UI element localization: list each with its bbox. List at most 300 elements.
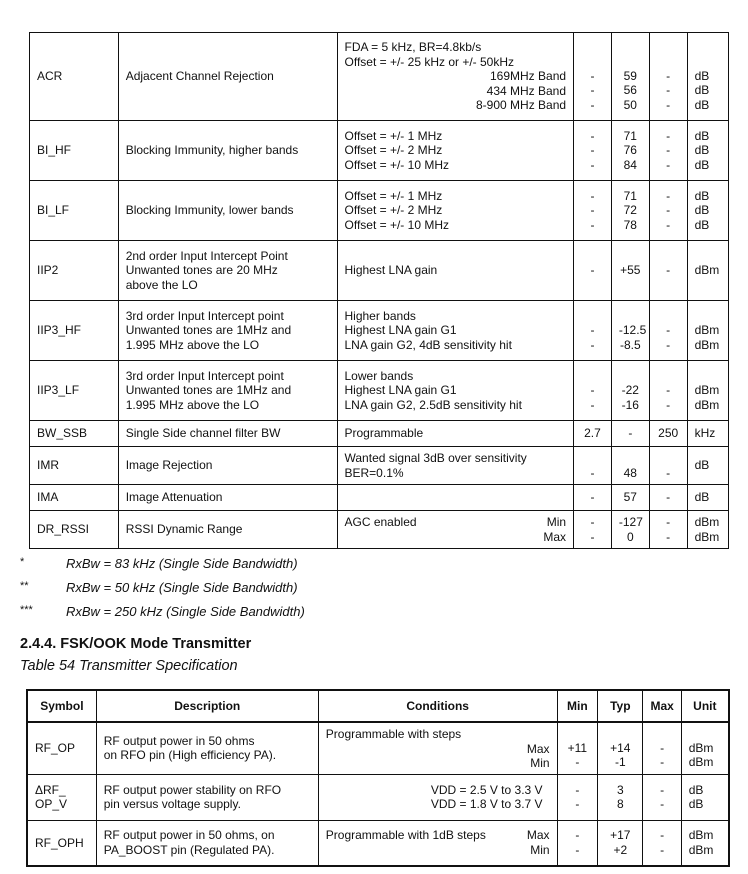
- min-value: [581, 309, 604, 324]
- min-value: [581, 54, 604, 69]
- footnote-mark: ***: [20, 604, 33, 616]
- header-description: Description: [96, 690, 318, 722]
- conditions-cell: [337, 361, 574, 421]
- min-cell: [574, 485, 612, 511]
- unit-value: dBm: [694, 529, 720, 544]
- typ-value: [619, 309, 642, 324]
- unit-value: dB: [694, 68, 710, 83]
- conditions-left: [326, 828, 486, 857]
- symbol-cell: IIP3_LF: [30, 361, 119, 421]
- unit-value: dB: [694, 143, 710, 158]
- header-max: Max: [643, 690, 681, 722]
- typ-value: 57: [623, 490, 637, 505]
- min-value: -: [590, 397, 595, 412]
- condition-line: Offset = +/- 25 kHz or +/- 50kHz: [344, 54, 515, 69]
- max-cell: [649, 511, 687, 549]
- description-cell: [96, 774, 318, 820]
- conditions-right: [527, 828, 550, 857]
- conditions-cell: [337, 485, 574, 511]
- unit-value: dB: [688, 782, 704, 797]
- max-value: [657, 54, 680, 69]
- typ-cell: [598, 820, 643, 866]
- max-value: -: [666, 337, 671, 352]
- max-value: -: [666, 68, 671, 83]
- min-cell: [574, 121, 612, 181]
- min-value: -: [590, 128, 595, 143]
- symbol-line: RF_OPH: [35, 835, 84, 850]
- condition-line: Offset = +/- 2 MHz: [344, 143, 443, 158]
- description-line: 2nd order Input Intercept Point: [125, 248, 288, 263]
- condition-line: Offset = +/- 2 MHz: [344, 203, 443, 218]
- description-cell: [118, 447, 337, 485]
- typ-value: 71: [623, 128, 637, 143]
- unit-value: dBm: [694, 383, 720, 398]
- unit-cell: [681, 722, 729, 774]
- min-cell: [574, 447, 612, 485]
- min-value: -: [590, 337, 595, 352]
- unit-value: dB: [694, 188, 710, 203]
- max-cell: [649, 421, 687, 447]
- unit-value: dB: [694, 458, 710, 473]
- symbol-cell: ACR: [30, 33, 119, 121]
- condition-line: Highest LNA gain G1: [344, 383, 457, 398]
- typ-cell: [611, 511, 649, 549]
- unit-value: dB: [694, 490, 710, 505]
- footnote: [20, 604, 305, 628]
- conditions-cell: [318, 820, 557, 866]
- description-cell: [96, 820, 318, 866]
- conditions-left: [345, 515, 417, 544]
- footnotes: [20, 556, 305, 628]
- unit-value: dBm: [694, 397, 720, 412]
- description-line: pin versus voltage supply.: [103, 797, 241, 811]
- max-value: -: [666, 203, 671, 218]
- min-value: -: [590, 143, 595, 158]
- typ-value: 0: [626, 529, 634, 544]
- condition-line: BER=0.1%: [344, 465, 404, 480]
- description-line: above the LO: [125, 277, 198, 292]
- min-value: -: [590, 529, 595, 544]
- max-value: -: [666, 188, 671, 203]
- footnote-text: RxBw = 250 kHz (Single Side Bandwidth): [66, 604, 305, 619]
- symbol-cell: BI_LF: [30, 181, 119, 241]
- transmitter-spec-table: [26, 689, 730, 867]
- typ-value: 78: [623, 217, 637, 232]
- min-cell: [574, 301, 612, 361]
- min-value: +11: [567, 740, 588, 755]
- unit-value: dBm: [694, 323, 720, 338]
- unit-value: dBm: [688, 755, 714, 769]
- description-line: Unwanted tones are 1MHz and: [125, 323, 292, 338]
- condition-line: Lower bands: [344, 368, 414, 383]
- unit-value: dBm: [688, 842, 714, 857]
- max-cell: [649, 33, 687, 121]
- description-line: Image Rejection: [125, 458, 213, 473]
- description-line: 1.995 MHz above the LO: [125, 337, 260, 352]
- conditions-split: [326, 828, 550, 857]
- unit-value: [695, 54, 721, 69]
- condition-line: Wanted signal 3dB over sensitivity: [344, 451, 527, 465]
- typ-cell: [611, 447, 649, 485]
- condition-line: LNA gain G2, 4dB sensitivity hit: [344, 337, 512, 352]
- unit-value: dBm: [688, 828, 714, 843]
- max-value: -: [660, 782, 665, 797]
- unit-value: dBm: [688, 740, 714, 755]
- header-typ: Typ: [598, 690, 643, 722]
- header-conditions: Conditions: [318, 690, 557, 722]
- typ-cell: [611, 121, 649, 181]
- transmitter-table-body: [27, 722, 729, 866]
- description-line: RF output power in 50 ohms, on: [103, 828, 275, 843]
- unit-value: [695, 369, 721, 384]
- description-line: Unwanted tones are 20 MHz: [125, 263, 278, 278]
- min-value: -: [590, 465, 595, 480]
- description-line: 1.995 MHz above the LO: [125, 397, 260, 412]
- description-cell: [96, 722, 318, 774]
- min-cell: [557, 722, 598, 774]
- unit-cell: [681, 774, 729, 820]
- footnote-text: RxBw = 50 kHz (Single Side Bandwidth): [66, 580, 298, 595]
- description-line: Unwanted tones are 1MHz and: [125, 383, 292, 398]
- description-line: Blocking Immunity, lower bands: [125, 203, 294, 218]
- table-header-row: [27, 690, 729, 722]
- condition-line: Programmable with 1dB steps: [325, 828, 486, 843]
- typ-value: -22: [621, 383, 639, 398]
- conditions-right: [543, 515, 566, 544]
- typ-value: -12.5: [618, 323, 647, 338]
- condition-line: LNA gain G2, 2.5dB sensitivity hit: [344, 397, 522, 412]
- typ-cell: [611, 181, 649, 241]
- condition-label: Min: [530, 842, 550, 857]
- min-value: -: [590, 83, 595, 97]
- condition-line: 8-900 MHz Band: [476, 98, 567, 113]
- typ-value: [619, 54, 642, 69]
- min-value: -: [590, 217, 595, 232]
- max-value: -: [666, 83, 671, 97]
- max-value: 250: [658, 426, 679, 441]
- typ-value: [619, 40, 642, 55]
- description-line: RF output power in 50 ohms: [103, 733, 255, 748]
- unit-value: dB: [688, 797, 704, 811]
- condition-line: VDD = 2.5 V to 3.3 V: [430, 782, 543, 797]
- section-title: 2.4.4. FSK/OOK Mode Transmitter: [20, 636, 252, 652]
- min-value: -: [590, 515, 595, 529]
- max-cell: [649, 241, 687, 301]
- condition-label: Max: [526, 828, 550, 843]
- max-cell: [649, 301, 687, 361]
- table-row: [30, 511, 729, 549]
- min-value: -: [575, 755, 580, 769]
- unit-value: [695, 40, 721, 55]
- unit-cell: [687, 511, 728, 549]
- min-cell: [574, 241, 612, 301]
- min-value: -: [575, 828, 580, 843]
- max-value: -: [660, 755, 665, 769]
- description-line: on RFO pin (High efficiency PA).: [103, 748, 277, 763]
- typ-cell: [611, 361, 649, 421]
- unit-cell: [687, 447, 728, 485]
- table-row: [30, 361, 729, 421]
- typ-value: 76: [623, 143, 637, 158]
- min-cell: [557, 774, 598, 820]
- typ-value: -127: [618, 515, 643, 529]
- max-value: -: [660, 842, 665, 857]
- max-value: -: [666, 128, 671, 143]
- conditions-split: [345, 515, 567, 544]
- typ-value: 3: [616, 782, 624, 797]
- condition-line: Highest LNA gain G1: [344, 323, 457, 338]
- conditions-cell: [318, 722, 557, 774]
- max-cell: [649, 121, 687, 181]
- table-row: [27, 722, 729, 774]
- table-row: [30, 121, 729, 181]
- max-value: -: [666, 465, 671, 480]
- description-cell: [118, 485, 337, 511]
- unit-value: dB: [694, 217, 710, 232]
- max-cell: [643, 820, 681, 866]
- condition-line: Programmable: [344, 426, 424, 441]
- typ-value: 56: [623, 83, 637, 97]
- conditions-cell: [337, 447, 574, 485]
- max-value: -: [666, 143, 671, 158]
- table-row: [30, 241, 729, 301]
- description-cell: [118, 121, 337, 181]
- description-cell: [118, 33, 337, 121]
- conditions-cell: [318, 774, 557, 820]
- typ-value: 84: [623, 157, 637, 172]
- conditions-cell: [337, 241, 574, 301]
- unit-value: dBm: [694, 337, 720, 352]
- max-value: -: [666, 490, 671, 505]
- max-value: -: [660, 797, 665, 811]
- min-value: -: [590, 323, 595, 338]
- description-cell: [118, 361, 337, 421]
- max-cell: [649, 361, 687, 421]
- condition-line: AGC enabled: [344, 515, 417, 529]
- typ-value: [619, 369, 642, 384]
- symbol-cell: IIP2: [30, 241, 119, 301]
- max-cell: [649, 447, 687, 485]
- typ-cell: [611, 241, 649, 301]
- max-value: -: [660, 740, 665, 755]
- typ-value: +2: [613, 842, 628, 857]
- receiver-spec-table: [29, 32, 729, 549]
- condition-label: Min: [546, 515, 567, 529]
- max-value: -: [666, 217, 671, 232]
- footnote-text: RxBw = 83 kHz (Single Side Bandwidth): [66, 556, 298, 571]
- unit-cell: [687, 33, 728, 121]
- header-min: Min: [557, 690, 598, 722]
- min-cell: [574, 511, 612, 549]
- min-value: -: [590, 203, 595, 218]
- unit-value: dB: [694, 157, 710, 172]
- min-value: [581, 369, 604, 384]
- condition-line: Higher bands: [344, 308, 416, 323]
- conditions-cell: [337, 421, 574, 447]
- max-value: -: [666, 97, 671, 112]
- description-line: PA_BOOST pin (Regulated PA).: [103, 842, 275, 857]
- max-cell: [649, 181, 687, 241]
- typ-value: 48: [623, 465, 637, 480]
- symbol-line: ΔRF_: [35, 782, 66, 797]
- typ-value: 8: [616, 797, 624, 811]
- unit-cell: [687, 301, 728, 361]
- condition-line: 434 MHz Band: [486, 83, 567, 98]
- unit-value: [695, 309, 721, 324]
- min-cell: [557, 820, 598, 866]
- min-cell: [574, 33, 612, 121]
- symbol-cell: IMR: [30, 447, 119, 485]
- typ-cell: [611, 485, 649, 511]
- min-value: -: [590, 68, 595, 83]
- unit-value: dB: [694, 83, 710, 97]
- typ-value: +14: [610, 740, 631, 755]
- footnote-mark: **: [20, 580, 29, 592]
- max-value: [657, 309, 680, 324]
- unit-value: dBm: [694, 515, 720, 529]
- description-line: RSSI Dynamic Range: [125, 522, 243, 537]
- max-value: -: [666, 323, 671, 338]
- table-row: [27, 820, 729, 866]
- table-row: [30, 421, 729, 447]
- symbol-cell: IIP3_HF: [30, 301, 119, 361]
- min-value: -: [575, 842, 580, 857]
- description-cell: [118, 181, 337, 241]
- header-unit: Unit: [681, 690, 729, 722]
- condition-label: Max: [526, 741, 550, 756]
- typ-value: +55: [620, 263, 641, 278]
- description-cell: [118, 421, 337, 447]
- typ-value: +17: [610, 828, 631, 843]
- footnote: [20, 580, 305, 604]
- max-value: -: [666, 383, 671, 398]
- unit-cell: [687, 181, 728, 241]
- min-value: -: [590, 157, 595, 172]
- condition-line: Programmable with steps: [325, 727, 462, 741]
- max-value: -: [660, 828, 665, 843]
- description-line: Adjacent Channel Rejection: [125, 69, 274, 84]
- typ-cell: [598, 722, 643, 774]
- typ-cell: [611, 33, 649, 121]
- symbol-cell: [27, 820, 96, 866]
- max-cell: [643, 774, 681, 820]
- min-cell: [574, 181, 612, 241]
- max-value: -: [666, 515, 671, 529]
- unit-cell: [687, 241, 728, 301]
- min-value: 2.7: [584, 426, 601, 441]
- header-symbol: Symbol: [27, 690, 96, 722]
- max-value: [657, 40, 680, 55]
- min-value: [581, 40, 604, 55]
- min-value: -: [590, 383, 595, 398]
- typ-cell: [611, 301, 649, 361]
- condition-line: FDA = 5 kHz, BR=4.8kb/s: [344, 40, 482, 55]
- footnote-mark: *: [20, 556, 25, 568]
- conditions-cell: [337, 511, 574, 549]
- description-cell: [118, 241, 337, 301]
- footnote: [20, 556, 305, 580]
- description-line: 3rd order Input Intercept point: [125, 368, 284, 383]
- max-value: -: [666, 157, 671, 172]
- description-line: 3rd order Input Intercept point: [125, 308, 284, 323]
- condition-line: Offset = +/- 10 MHz: [344, 217, 449, 232]
- symbol-cell: [27, 722, 96, 774]
- table-row: [30, 33, 729, 121]
- symbol-cell: DR_RSSI: [30, 511, 119, 549]
- condition-line: Offset = +/- 10 MHz: [344, 157, 449, 172]
- table-row: [30, 181, 729, 241]
- max-value: [657, 369, 680, 384]
- typ-cell: [598, 774, 643, 820]
- unit-cell: [687, 361, 728, 421]
- min-value: -: [590, 263, 595, 278]
- condition-line: Offset = +/- 1 MHz: [344, 128, 443, 143]
- min-value: -: [590, 490, 595, 505]
- symbol-line: OP_V: [35, 797, 68, 811]
- symbol-line: RF_OP: [35, 741, 76, 755]
- typ-value: -1: [614, 755, 626, 769]
- condition-label: Max: [543, 529, 567, 544]
- typ-value: -8.5: [619, 337, 641, 352]
- conditions-cell: [337, 121, 574, 181]
- symbol-cell: [27, 774, 96, 820]
- typ-value: 59: [623, 68, 637, 83]
- table-row: [27, 774, 729, 820]
- unit-value: dB: [694, 97, 710, 112]
- symbol-cell: IMA: [30, 485, 119, 511]
- table-row: [30, 485, 729, 511]
- description-cell: [118, 301, 337, 361]
- symbol-cell: BI_HF: [30, 121, 119, 181]
- max-value: -: [666, 397, 671, 412]
- min-cell: [574, 361, 612, 421]
- conditions-cell: [337, 181, 574, 241]
- table-row: [30, 301, 729, 361]
- typ-value: 71: [623, 188, 637, 203]
- conditions-cell: [337, 33, 574, 121]
- min-cell: [574, 421, 612, 447]
- max-value: -: [666, 529, 671, 544]
- description-line: Blocking Immunity, higher bands: [125, 143, 299, 158]
- description-line: RF output power stability on RFO: [103, 782, 282, 797]
- condition-line: [345, 490, 567, 505]
- receiver-table-body: [30, 33, 729, 549]
- table-row: [30, 447, 729, 485]
- condition-line: Highest LNA gain: [344, 263, 438, 278]
- unit-cell: [687, 421, 728, 447]
- unit-value: dBm: [694, 263, 720, 278]
- min-value: -: [590, 97, 595, 112]
- min-value: -: [575, 797, 580, 811]
- symbol-cell: BW_SSB: [30, 421, 119, 447]
- description-line: Single Side channel filter BW: [125, 426, 281, 441]
- max-cell: [649, 485, 687, 511]
- unit-cell: [681, 820, 729, 866]
- typ-value: 50: [623, 97, 637, 112]
- unit-cell: [687, 485, 728, 511]
- typ-value: -: [628, 426, 633, 441]
- unit-cell: [687, 121, 728, 181]
- max-cell: [643, 722, 681, 774]
- condition-label: Min: [530, 756, 550, 770]
- max-value: -: [666, 263, 671, 278]
- condition-line: 169MHz Band: [490, 69, 567, 84]
- typ-value: 72: [623, 203, 637, 218]
- typ-cell: [611, 421, 649, 447]
- unit-value: dB: [694, 128, 710, 143]
- description-cell: [118, 511, 337, 549]
- description-line: Image Attenuation: [125, 490, 223, 505]
